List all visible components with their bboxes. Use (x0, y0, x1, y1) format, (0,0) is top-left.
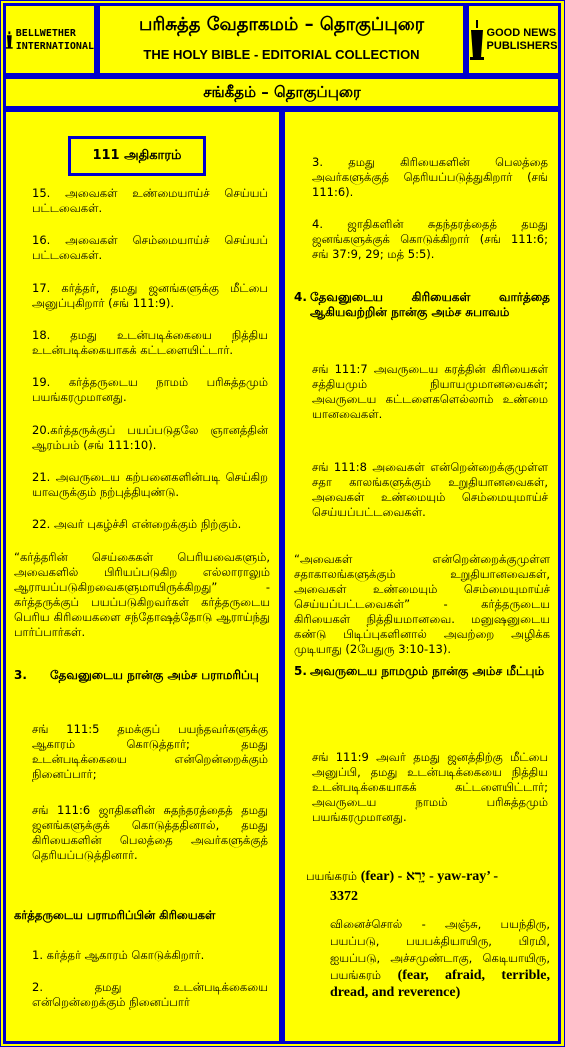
good-news-logo-icon (470, 20, 484, 60)
bellwether-logo-icon (6, 22, 13, 58)
strongs-number: 3372 (330, 889, 358, 904)
list-item-2: 2. தமது உடன்படிக்கையை என்றென்றைக்கும் நினைப்பார் (32, 980, 268, 1009)
word-english: (fear) - (360, 869, 403, 884)
para-111-7: சங் 111:7 அவருடைய கரத்தின் கிரியைகள் சத்தியமும் நியாயமுமானவைகள்; அவருடைய கட்டளைகளெல்லாம் உண்மை யானவைகள். (312, 362, 548, 421)
para-111-9: சங் 111:9 அவர் தமது ஜனத்திற்கு மீட்பை அனுப்பி, தமது உடன்படிக்கையை நித்திய உடன்படிக்கையாகக் கட்டளையிட்டார்; அவருடைய நாமம் பரிசுத்தமும் பயங்கரமுமானது. (312, 750, 548, 824)
quote-paragraph: “கர்த்தரின் செய்கைகள் பெரியவைகளும், அவைகளில் பிரியப்படுகிற எல்லாராலும் ஆராயப்படுகிறவைகளுமாயிருக்கிறது” - கர்த்தருக்குப் பயப்படுகிறவர்கள் கர்த்தருடைய பெரிய கிரியைகளை சந்தோஷத்தோடு ஆராய்ந்து பார்ப்பார்கள். (14, 550, 270, 639)
word-study-line (306, 866, 554, 907)
heading-5-text: அவருடைய நாமமும் நான்கு அம்ச மீட்பும் (310, 664, 545, 678)
verse-16: 16. அவைகள் செம்மையாய்ச் செய்யப் பட்டவைகள். (32, 233, 268, 262)
subheading-providence: கர்த்தருடைய பராமரிப்பின் கிரியைகள் (14, 908, 216, 922)
verse-22: 22. அவர் புகழ்ச்சி என்றைக்கும் நிற்கும். (32, 517, 242, 531)
right-logo-line2: PUBLISHERS (486, 39, 558, 52)
para-111-5: சங் 111:5 தமக்குப் பயந்தவர்களுக்கு ஆகாரம் கொடுத்தார்; தமது உடன்படிக்கையை என்றென்றைக்கும் நினைப்பார்; (32, 722, 268, 781)
right-logo (466, 3, 561, 76)
verse-15: 15. அவைகள் உண்மையாய்ச் செய்யப் பட்டவைகள். (32, 186, 268, 215)
section-title: சங்கீதம் – தொகுப்புரை (3, 76, 561, 109)
definition-tamil: வினைச்சொல் - அஞ்சு, பயந்திரு, பயப்படு, பயபக்தியாயிரு, பிரமி, ஐயப்படு, அச்சமுண்டாகு, கெடியாயிரு, பயங்கரம் (330, 917, 550, 982)
heading-5-number: 5. (294, 664, 307, 678)
left-logo-line1: BELLWETHER (15, 27, 76, 39)
verse-17: 17. கர்த்தர், தமது ஜனங்களுக்கு மீட்பை அனுப்புகிறார் (சங் 111:9). (32, 281, 268, 310)
list-item-3: 3. தமது கிரியைகளின் பெலத்தை அவர்களுக்குத் தெரியப்படுத்துகிறார் (சங் 111:6). (312, 155, 548, 199)
heading-5 (294, 664, 550, 679)
heading-3-number: 3. (14, 668, 27, 682)
page-subtitle: THE HOLY BIBLE - EDITORIAL COLLECTION (143, 47, 420, 62)
right-logo-line1: GOOD NEWS (486, 26, 557, 39)
verse-18: 18. தமது உடன்படிக்கையை நித்திய உடன்படிக்கையாகக் கட்டளையிட்டார். (32, 328, 268, 357)
list-item-1: 1. கர்த்தர் ஆகாரம் கொடுக்கிறார். (32, 948, 205, 962)
quote-paragraph-right: “அவைகள் என்றென்றைக்குமுள்ள சதாகாலங்களுக்கும் உறுதியானவைகள், அவைகள் உண்மையும் செம்மையுமாய்ச் செய்யப்பட்டவைகள்” - கர்த்தருடைய கிரியைகள் நித்தியமானவை. மனுஷனுடைய கண்டு பிடிப்புகளினால் அவற்றை அழிக்க முடியாது (2பேதுரு 3:10-13). (294, 552, 550, 656)
definition-english: (fear, afraid, terrible, dread, and reverence) (330, 968, 551, 1000)
word-transliteration: - yaw-ray’ - (429, 869, 499, 884)
page-title: பரிசுத்த வேதாகமம் – தொகுப்புரை (138, 14, 425, 35)
heading-3 (14, 668, 270, 683)
heading-4-number: 4. (294, 290, 307, 304)
heading-4 (294, 290, 550, 320)
verse-19: 19. கர்த்தருடைய நாமம் பரிசுத்தமும் பயங்கரமுமானது. (32, 375, 268, 404)
list-item-4: 4. ஜாதிகளின் சுதந்தரத்தைத் தமது ஜனங்களுக்குக் கொடுக்கிறார் (சங் 111:6; சங் 37:9, 29; மத் 5:5). (312, 217, 548, 261)
chapter-heading: 111 அதிகாரம் (68, 136, 206, 176)
heading-4-text: தேவனுடைய கிரியைகள் வார்த்தை ஆகியவற்றின் நான்கு அம்ச சுபாவம் (310, 290, 550, 319)
para-111-8: சங் 111:8 அவைகள் என்றென்றைக்குமுள்ள சதா காலங்களுக்கும் உறுதியானவைகள், அவைகள் உண்மையும் செம்மையுமாய்ச் செய்யப்பட்டவைகள். (312, 460, 548, 519)
word-hebrew: יָרֵא (405, 869, 426, 884)
definition (330, 916, 550, 1001)
verse-21: 21. அவருடைய கற்பனைகளின்படி செய்கிற யாவருக்கும் நற்புத்தியுண்டு. (32, 470, 268, 499)
left-logo (3, 3, 97, 76)
para-111-6: சங் 111:6 ஜாதிகளின் சுதந்தரத்தைத் தமது ஜனங்களுக்குக் கொடுத்ததினால், தமது கிரியைகளின் பெலத்தை அவர்களுக்குத் தெரியப்படுத்தினார். (32, 803, 268, 862)
word-tamil: பயங்கரம் (306, 869, 358, 883)
header-title-box (97, 3, 466, 76)
verse-20: 20.கர்த்தருக்குப் பயப்படுதலே ஞானத்தின் ஆரம்பம் (சங் 111:10). (32, 423, 268, 452)
left-logo-line2: INTERNATIONAL (15, 40, 94, 52)
heading-3-text: தேவனுடைய நான்கு அம்ச பராமரிப்பு (50, 668, 259, 682)
